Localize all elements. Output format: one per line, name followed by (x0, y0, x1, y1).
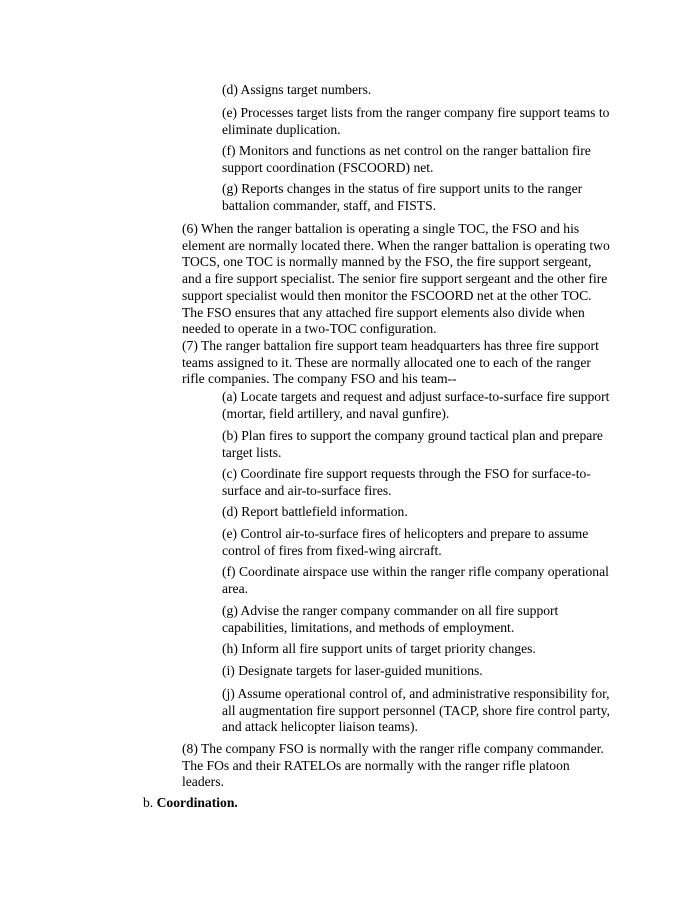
item-d-assigns: (d) Assigns target numbers. (222, 82, 372, 97)
section-b-prefix: b. (143, 795, 157, 810)
item-h-inform: (h) Inform all fire support units of target priority changes. (222, 641, 536, 656)
paragraph-7: (7) The ranger battalion fire support team headquarters has three fire support teams assigned to it. These are normally allocated one to each of the ranger rifle companies. The company FSO and his team-- (182, 338, 599, 387)
item-j-assume: (j) Assume operational control of, and administrative responsibility for, all augmentation fire support personnel (TACP, shore fire control party, and attack helicopter liaison teams). (222, 686, 610, 735)
paragraph-8: (8) The company FSO is normally with the ranger rifle company commander. The FOs and their RATELOs are normally with the ranger rifle platoon leaders. (182, 741, 604, 790)
item-f-monitors: (f) Monitors and functions as net control on the ranger battalion fire support coordination (FSCOORD) net. (222, 143, 591, 175)
item-g-advise: (g) Advise the ranger company commander on all fire support capabilities, limitations, and methods of employment. (222, 603, 559, 635)
item-f-airspace: (f) Coordinate airspace use within the ranger rifle company operational area. (222, 564, 609, 596)
item-e-control: (e) Control air-to-surface fires of helicopters and prepare to assume control of fires from fixed-wing aircraft. (222, 526, 589, 558)
section-b-title: Coordination. (156, 795, 238, 810)
item-g-reports: (g) Reports changes in the status of fire support units to the ranger battalion commander, staff, and FISTS. (222, 181, 583, 213)
item-a-locate: (a) Locate targets and request and adjust surface-to-surface fire support (mortar, field artillery, and naval gunfire). (222, 389, 610, 421)
item-b-plan: (b) Plan fires to support the company ground tactical plan and prepare target lists. (222, 428, 603, 460)
section-b-heading (143, 795, 443, 812)
item-e-processes: (e) Processes target lists from the ranger company fire support teams to eliminate duplication. (222, 105, 610, 137)
item-c-coordinate: (c) Coordinate fire support requests through the FSO for surface-to-surface and air-to-surface fires. (222, 466, 591, 498)
paragraph-6: (6) When the ranger battalion is operating a single TOC, the FSO and his element are normally located there. When the ranger battalion is operating two TOCS, one TOC is normally manned by the FSO, the fire support sergeant, and a fire support specialist. The senior fire support sergeant and the other fire support specialist would then monitor the FSCOORD net at the other TOC. The FSO ensures that any attached fire support elements also divide when needed to operate in a two-TOC configuration. (182, 221, 610, 337)
item-d-report: (d) Report battlefield information. (222, 504, 408, 519)
item-i-designate: (i) Designate targets for laser-guided munitions. (222, 663, 483, 678)
